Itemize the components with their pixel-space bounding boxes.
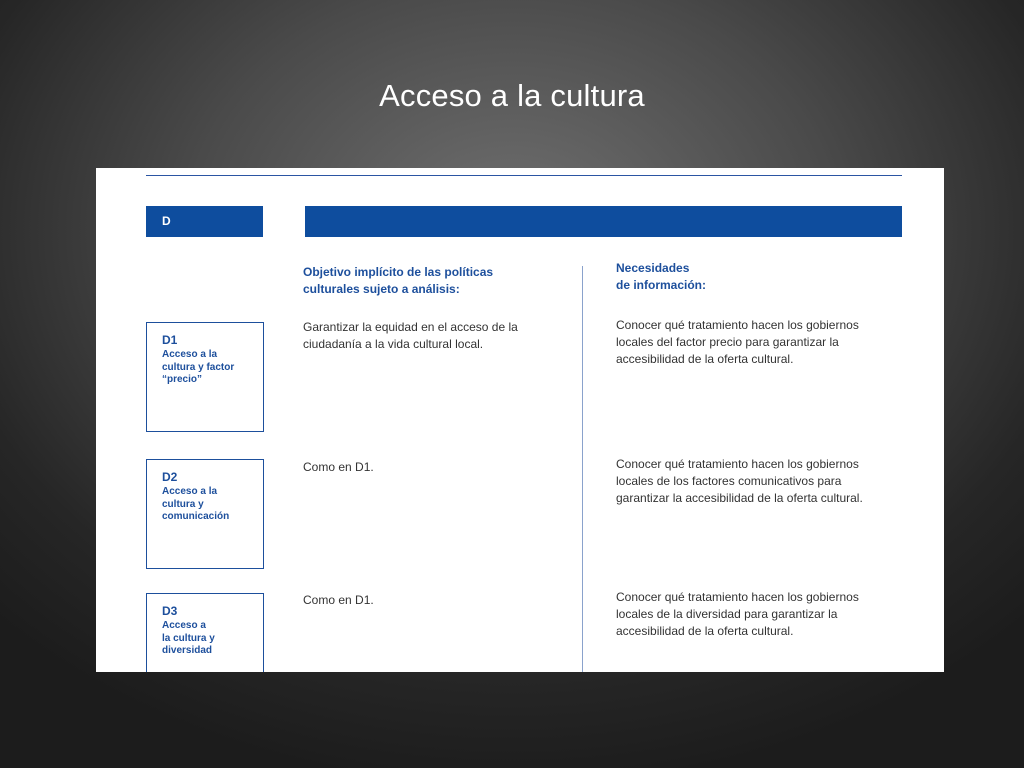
item-code: D1	[162, 333, 178, 347]
document-image	[96, 168, 944, 672]
objective-column-header: Objetivo implícito de las políticas culturales sujeto a análisis:	[303, 265, 494, 296]
objective-text-d1: Garantizar la equidad en el acceso de la ciudadanía a la vida cultural local.	[303, 320, 518, 351]
item-box-d2	[146, 459, 264, 569]
column-divider	[582, 266, 583, 672]
slide-title: Acceso a la cultura	[379, 78, 645, 113]
item-box-d1	[146, 322, 264, 432]
objective-text-d3: Como en D1.	[303, 593, 374, 607]
top-rule	[146, 175, 902, 176]
section-header-bar	[305, 206, 902, 237]
item-box-d3	[146, 593, 264, 672]
needs-text-d2: Conocer qué tratamiento hacen los gobiernos locales de los factores comunicativos para garantizar la accesibilidad de la oferta cultural.	[616, 457, 863, 505]
needs-column-header: Necesidades de información:	[616, 261, 707, 292]
item-label: Acceso a la cultura y factor “precio”	[162, 349, 235, 385]
needs-text-d1: Conocer qué tratamiento hacen los gobiernos locales del factor precio para garantizar la accesibilidad de la oferta cultural.	[616, 318, 859, 366]
item-code: D2	[162, 470, 178, 484]
section-code-bar: D	[146, 206, 263, 237]
item-label: Acceso a la cultura y diversidad	[162, 620, 215, 656]
needs-text-d3: Conocer qué tratamiento hacen los gobiernos locales de la diversidad para garantizar la accesibilidad de la oferta cultural.	[616, 590, 859, 638]
objective-text-d2: Como en D1.	[303, 460, 374, 474]
item-code: D3	[162, 604, 178, 618]
item-label: Acceso a la cultura y comunicación	[162, 486, 230, 522]
